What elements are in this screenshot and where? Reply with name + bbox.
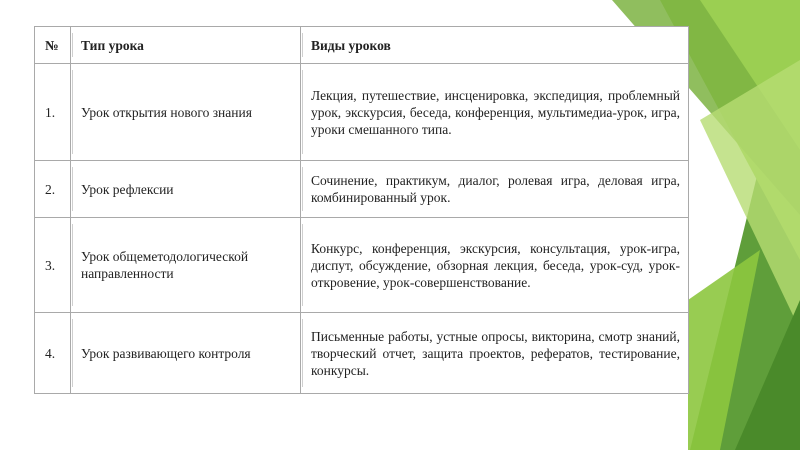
row-lesson-type: Урок общеметодологической направленности [71, 218, 301, 313]
table-row [35, 218, 689, 313]
table-row [35, 64, 689, 161]
row-lesson-kinds: Конкурс, конференция, экскурсия, консультация, урок-игра, диспут, обсуждение, обзорная лекция, беседа, урок-суд, урок-откровение, урок-совершенствование. [301, 218, 689, 313]
table-row [35, 313, 689, 394]
lessons-table-container [34, 26, 688, 394]
header-lesson-kinds: Виды уроков [301, 27, 689, 64]
row-lesson-kinds: Сочинение, практикум, диалог, ролевая игра, деловая игра, комбинированный урок. [301, 161, 689, 218]
lessons-table [34, 26, 689, 394]
row-lesson-kinds: Лекция, путешествие, инсценировка, экспедиция, проблемный урок, экскурсия, беседа, конференция, мультимедиа-урок, игра, уроки смешанного типа. [301, 64, 689, 161]
table-header-row [35, 27, 689, 64]
row-lesson-type: Урок развивающего контроля [71, 313, 301, 394]
header-number: № [35, 27, 71, 64]
table-row [35, 161, 689, 218]
row-lesson-type: Урок открытия нового знания [71, 64, 301, 161]
row-number: 4. [35, 313, 71, 394]
row-number: 3. [35, 218, 71, 313]
header-lesson-type: Тип урока [71, 27, 301, 64]
row-lesson-type: Урок рефлексии [71, 161, 301, 218]
row-number: 2. [35, 161, 71, 218]
row-lesson-kinds: Письменные работы, устные опросы, викторина, смотр знаний, творческий отчет, защита проектов, рефератов, тестирование, конкурсы. [301, 313, 689, 394]
row-number: 1. [35, 64, 71, 161]
